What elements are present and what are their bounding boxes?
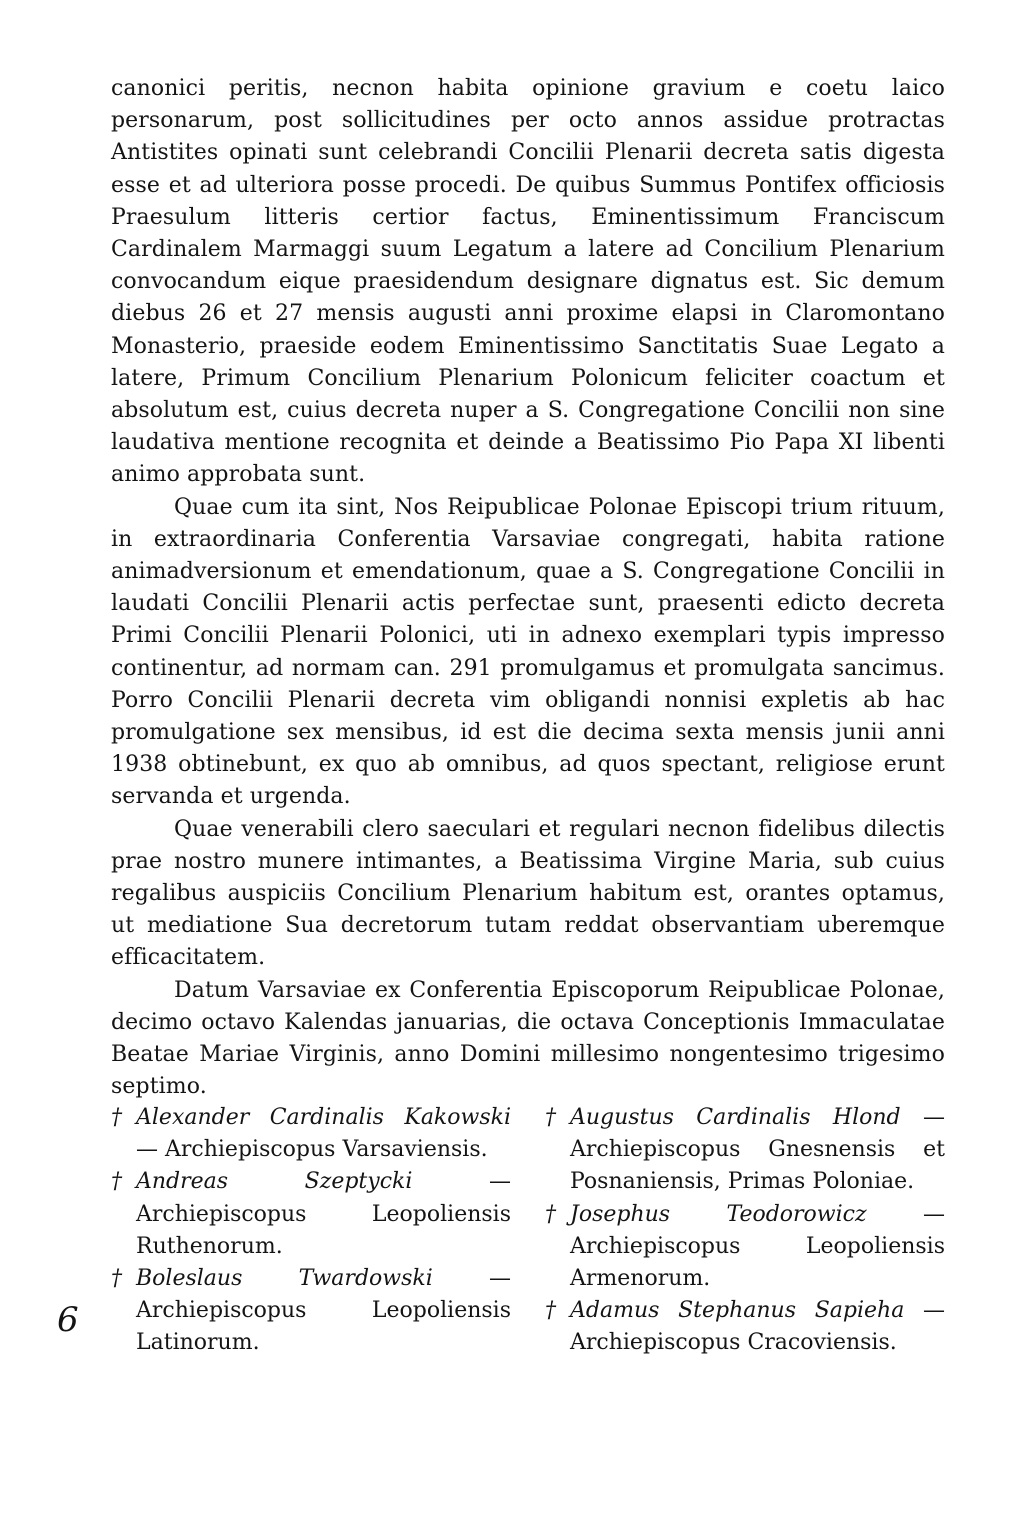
signature-sapieha [545, 1295, 945, 1359]
paragraph-dating: Datum Varsaviae ex Conferentia Episcoporum Reipublicae Polonae, decimo octavo Kalendas januarias, die octava Conceptionis Immaculatae Beatae Mariae Virginis, anno Domini millesimo nongentesimo trigesimo septimo. [111, 977, 945, 1100]
paragraph-continuation: canonici peritis, necnon habita opinione gravium e coetu laico personarum, post sollicitudines per octo annos assidue protractas Antistites opinati sunt celebrandi Concilii Plenarii decreta satis digesta esse et ad ulteriora posse procedi. De quibus Summus Pontifex officiosis Praesulum litteris certior factus, Eminentissimum Franciscum Cardinalem Marmaggi suum Legatum a latere ad Concilium Plenarium convocandum eique praesidendum designare dignatus est. Sic demum diebus 26 et 27 mensis augusti anni proxime elapsi in Claromontano Monasterio, praeside eodem Eminentissimo Sanctitatis Suae Legato a latere, Primum Concilium Plenarium Polonicum feliciter coactum et absolutum est, cuius decreta nuper a S. Congregatione Concilii non sine laudativa mentione recognita et deinde a Beatissimo Pio Papa XI libenti animo approbata sunt. [111, 76, 945, 488]
signatures-right-column [545, 1102, 945, 1360]
signatory-name: Boleslaus Twardowski [136, 1266, 433, 1292]
body-text [111, 73, 945, 1104]
cross-icon: † [111, 1169, 122, 1195]
signatory-name: Alexander Cardinalis Kakowski [136, 1105, 511, 1130]
page-number: 6 [57, 1300, 79, 1340]
paragraph-promulgation: Quae cum ita sint, Nos Reipublicae Polonae Episcopi trium rituum, in extraordinaria Conferentia Varsaviae congregati, habita ratione animadversionum et emendationum, quae a S. Congregatione Concilii in laudati Concilii Plenarii actis perfectae sunt, praesenti edicto decreta Primi Concilii Plenarii Polonici, uti in adnexo exemplari typis impresso continentur, ad normam can. 291 promulgamus et promulgata sancimus. Porro Concilii Plenarii decreta vim obligandi nonnisi expletis ab hac promulgatione sex mensibus, id est die decima sexta mensis junii anni 1938 obtinebunt, ex quo ab omnibus, ad quos spectant, religiose erunt servanda et urgenda. [111, 494, 945, 810]
signature-twardowski [111, 1263, 511, 1360]
cross-icon: † [111, 1266, 122, 1292]
signatory-name: Andreas Szeptycki [136, 1169, 413, 1195]
signatory-title: — Archiepiscopus Leopoliensis Armenorum. [570, 1201, 945, 1292]
signatory-title: — Archiepiscopus Cracoviensis. [570, 1298, 945, 1356]
signature-kakowski [111, 1102, 511, 1166]
signatures-left-column [111, 1102, 511, 1360]
signatory-title: — Archiepiscopus Leopoliensis Ruthenorum. [136, 1169, 511, 1259]
signatory-name: Augustus Cardinalis Hlond [570, 1105, 901, 1130]
signatory-title: — Archiepiscopus Varsaviensis. [136, 1137, 488, 1163]
signatures-block [111, 1102, 945, 1360]
signature-szeptycki [111, 1166, 511, 1263]
cross-icon: † [111, 1105, 122, 1130]
cross-icon: † [545, 1201, 556, 1227]
signatory-title: — Archiepiscopus Leopoliensis Latinorum. [136, 1266, 511, 1356]
signature-teodorowicz [545, 1199, 945, 1296]
cross-icon: † [545, 1298, 556, 1324]
signatory-name: Adamus Stephanus Sapieha [570, 1298, 905, 1324]
paragraph-exhortation: Quae venerabili clero saeculari et regulari necnon fidelibus dilectis prae nostro munere intimantes, a Beatissima Virgine Maria, sub cuius regalibus auspiciis Concilium Plenarium habitum est, orantes optamus, ut mediatione Sua decretorum tutam reddat observantiam uberemque efficacitatem. [111, 816, 945, 971]
signatory-name: Josephus Teodorowicz [570, 1201, 867, 1227]
signatory-title: — Archiepiscopus Gnesnensis et Posnaniensis, Primas Poloniae. [570, 1105, 945, 1195]
cross-icon: † [545, 1105, 556, 1130]
signature-hlond [545, 1102, 945, 1199]
